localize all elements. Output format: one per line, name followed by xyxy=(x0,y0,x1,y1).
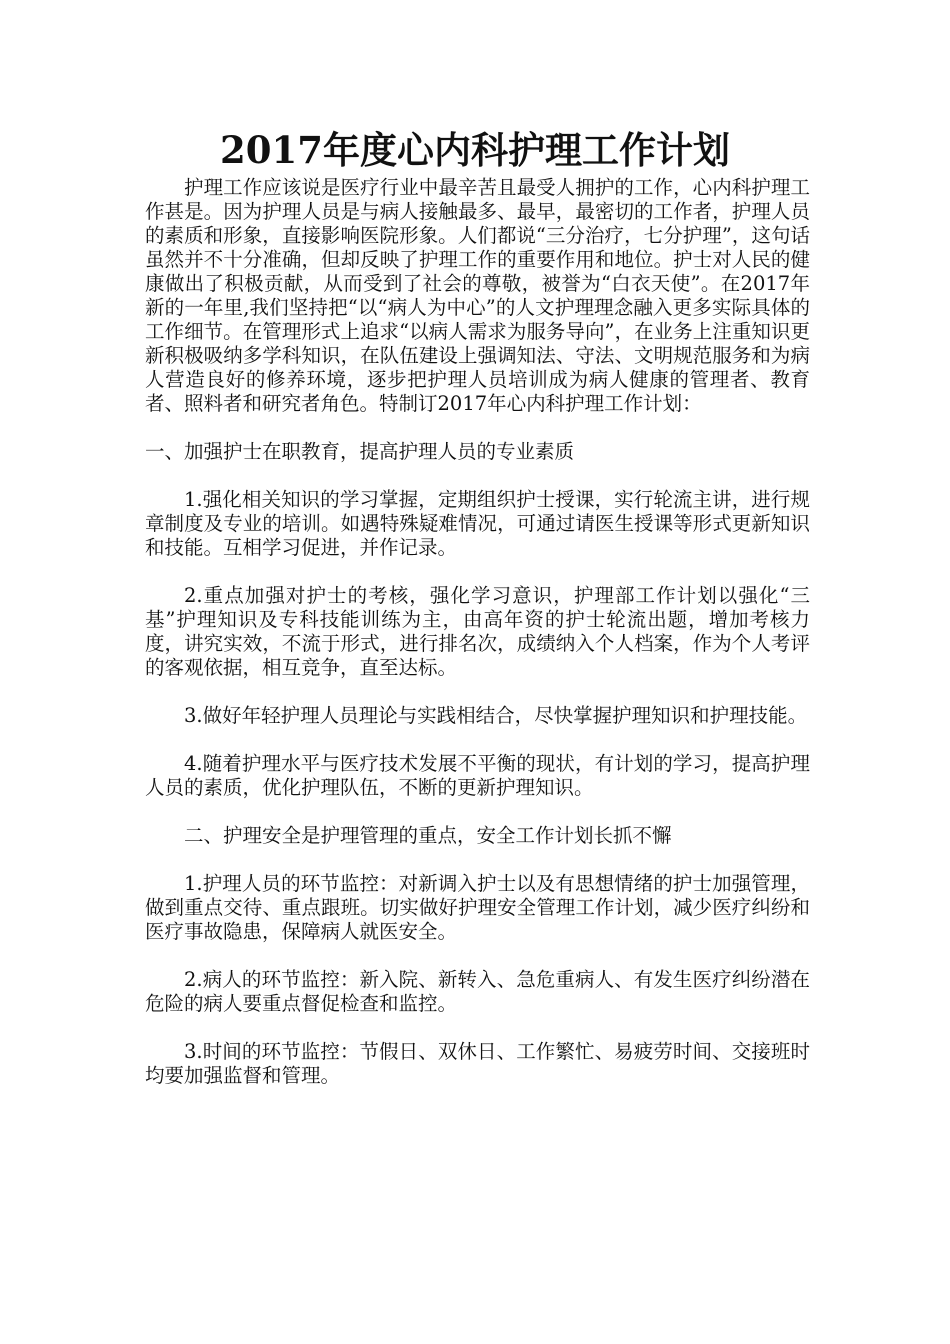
section-1-item-3: 3.做好年轻护理人员理论与实践相结合，尽快掌握护理知识和护理技能。 xyxy=(184,704,808,727)
section-2-item-2: 2.病人的环节监控：新入院、新转入、急危重病人、有发生医疗纠纷潜在危险的病人要重点督促检查和监控。 xyxy=(145,968,810,1015)
section-1-item-2: 2.重点加强对护士的考核，强化学习意识，护理部工作计划以强化“三基”护理知识及专科技能训练为主，由高年资的护士轮流出题，增加考核力度，讲究实效，不流于形式，进行排名次，成绩纳入个人档案，作为个人考评的客观依据，相互竞争，直至达标。 xyxy=(145,584,810,679)
section-1-item-4: 4.随着护理水平与医疗技术发展不平衡的现状，有计划的学习，提高护理人员的素质，优化护理队伍，不断的更新护理知识。 xyxy=(145,752,810,799)
document-body xyxy=(145,176,810,1088)
section-2-heading: 二、护理安全是护理管理的重点，安全工作计划长抓不懈 xyxy=(184,824,672,847)
intro-paragraph: 护理工作应该说是医疗行业中最辛苦且最受人拥护的工作，心内科护理工作甚是。因为护理人员是与病人接触最多、最早，最密切的工作者，护理人员的素质和形象，直接影响医院形象。人们都说“三分治疗，七分护理”，这句话虽然并不十分准确，但却反映了护理工作的重要作用和地位。护士对人民的健康做出了积极贡献，从而受到了社会的尊敬，被誉为“白衣天使”。在2017年新的一年里,我们坚持把“以“病人为中心”的人文护理理念融入更多实际具体的工作细节。在管理形式上追求“以病人需求为服务导向”，在业务上注重知识更新积极吸纳多学科知识，在队伍建设上强调知法、守法、文明规范服务和为病人营造良好的修养环境，逐步把护理人员培训成为病人健康的管理者、教育者、照料者和研究者角色。特制订2017年心内科护理工作计划： xyxy=(145,176,810,415)
section-2-item-3: 3.时间的环节监控：节假日、双休日、工作繁忙、易疲劳时间、交接班时均要加强监督和管理。 xyxy=(145,1040,810,1087)
document-title: 2017年度心内科护理工作计划 xyxy=(220,128,730,172)
section-2-item-1: 1.护理人员的环节监控：对新调入护士以及有思想情绪的护士加强管理，做到重点交待、重点跟班。切实做好护理安全管理工作计划，减少医疗纠纷和医疗事故隐患，保障病人就医安全。 xyxy=(145,872,810,943)
section-1-heading: 一、加强护士在职教育，提高护理人员的专业素质 xyxy=(145,440,575,463)
section-1-item-1: 1.强化相关知识的学习掌握，定期组织护士授课，实行轮流主讲，进行规章制度及专业的培训。如遇特殊疑难情况，可通过请医生授课等形式更新知识和技能。互相学习促进，并作记录。 xyxy=(145,488,810,559)
